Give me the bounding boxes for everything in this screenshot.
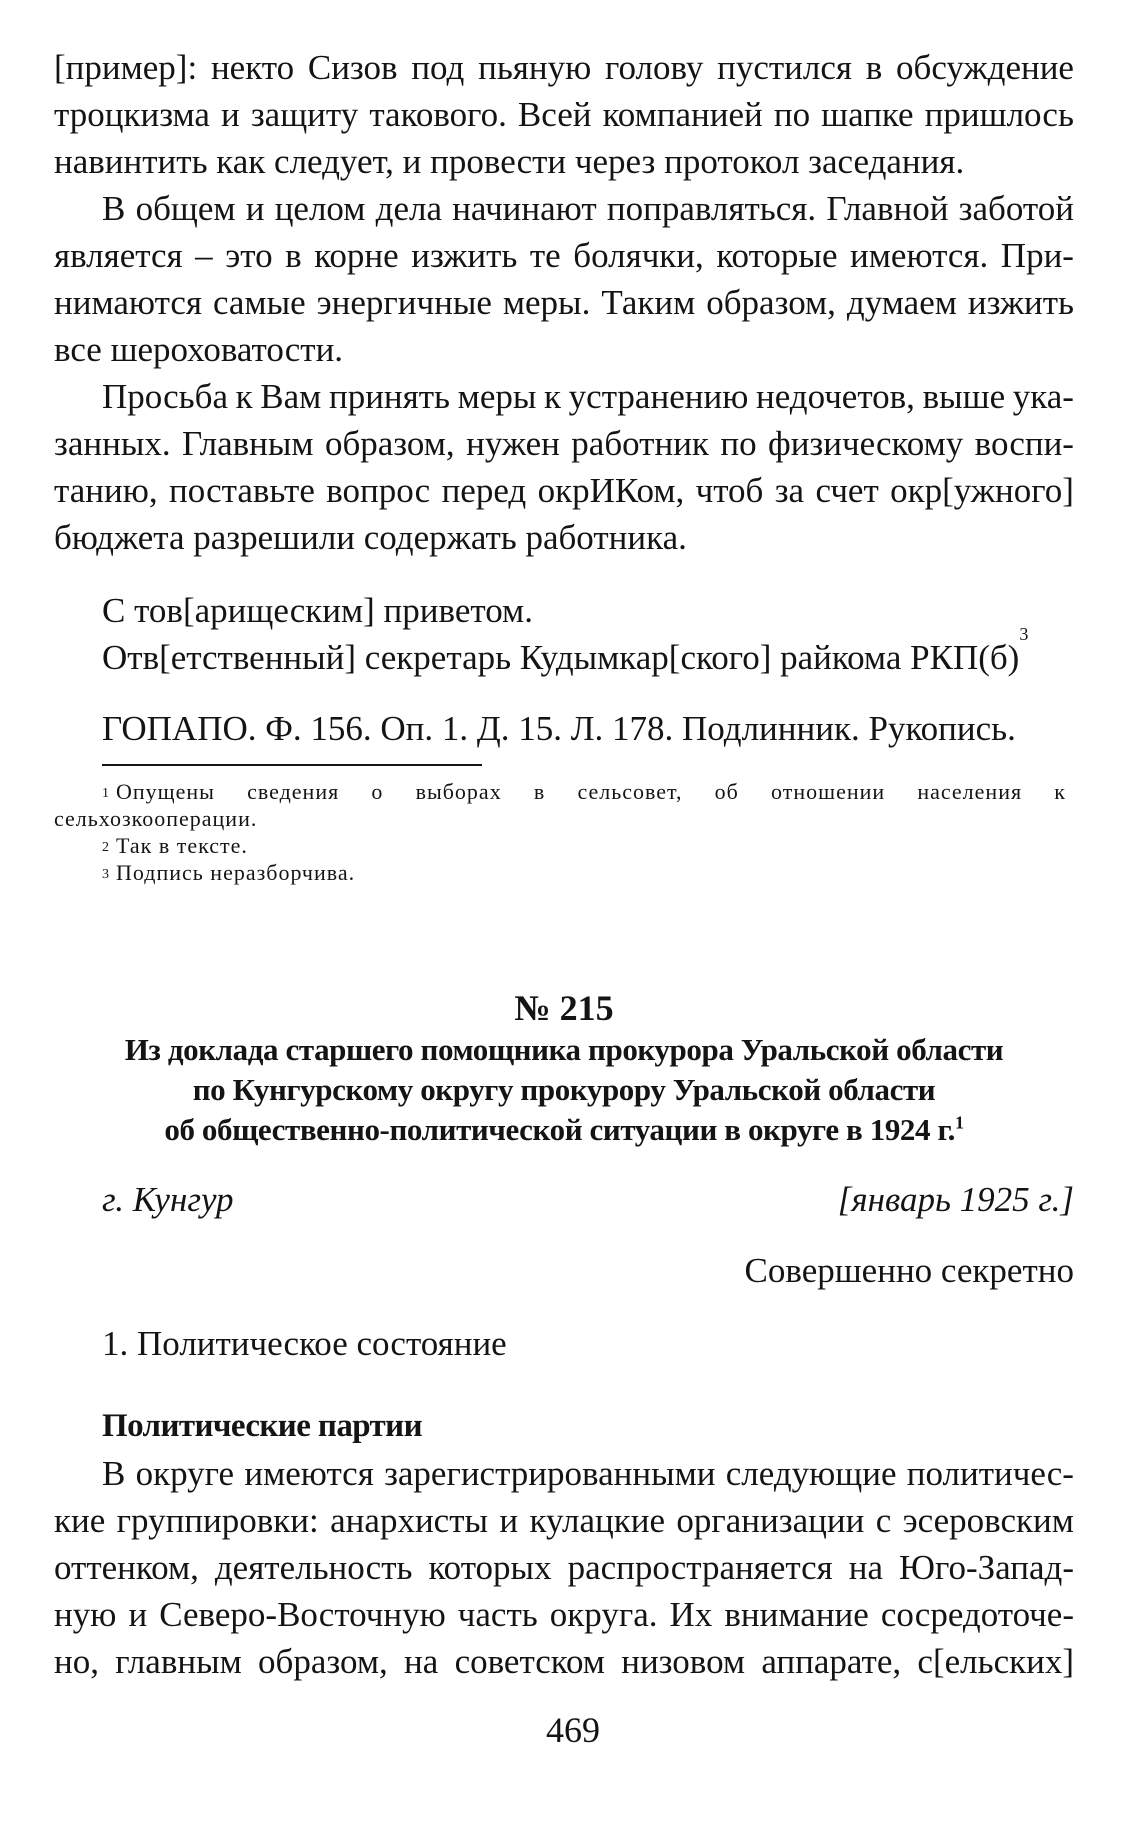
word: шапке [821,95,914,134]
word: сосредоточе- [880,1595,1074,1634]
word: устранению [568,377,749,416]
word: низовом [621,1642,746,1681]
paragraph-improvement [54,185,1074,373]
word: оттенком, [54,1548,199,1587]
word: в [533,779,546,804]
word: – [195,236,213,275]
word: недочетов, [755,377,915,416]
word: по [720,424,757,463]
word: Главным [182,424,314,463]
word: деятельность [214,1548,413,1587]
text-line [54,420,1074,467]
word: округа. [549,1595,658,1634]
word: нужен [466,424,560,463]
closing-greeting: С тов[арищеским] приветом. [102,591,533,630]
word: голову [605,48,704,87]
word: Сизов [307,48,398,87]
footnote-1 [54,778,1074,805]
word: образом, [706,283,836,322]
word: корне [314,236,399,275]
text-line [54,1591,1074,1638]
word: Главной [826,189,949,228]
word: по [773,95,811,134]
footnotes [54,778,1074,886]
word: общем [135,189,236,228]
word: пустился [717,48,852,87]
title-line [54,1110,1074,1150]
text-line [54,232,1074,279]
word: Всей [517,95,592,134]
footnote-1-text [102,778,1066,805]
text-line: бюджета разрешили содержать работника. [54,518,687,557]
word: с[ельских] [917,1642,1074,1681]
paragraph-parties [54,1450,1074,1685]
word: нимаются [54,283,202,322]
word: целом [274,189,366,228]
word: образом, [324,424,455,463]
footnote-mark: 2 [102,840,110,855]
word: троцкизма [54,95,210,134]
paragraph-continuation [54,44,1074,185]
word: изжить [411,236,518,275]
word: обсуждение [896,48,1074,87]
word: округе [135,1454,235,1493]
text-line [54,185,1074,232]
word: Просьба [102,377,228,416]
document-date: [январь 1925 г.] [837,1180,1074,1219]
text-line [54,44,1074,91]
word: поставьте [169,471,315,510]
word: анархисты [330,1501,489,1540]
word: и [221,95,240,134]
word: защиту [250,95,359,134]
word: и [128,1595,148,1634]
word: В [102,189,126,228]
word: является [54,236,183,275]
word: зарегистрированными [384,1454,716,1493]
word: Их [669,1595,713,1634]
word: физическому [768,424,964,463]
word: работник [571,424,709,463]
word: под [411,48,465,87]
word: аппарате, [761,1642,902,1681]
word: пришлось [924,95,1074,134]
word: образом, [258,1642,388,1681]
word: Вам [260,377,322,416]
word: следующие [725,1454,897,1493]
word: энергичные [316,283,492,322]
word: выше [922,377,1006,416]
signature-text: Отв[етственный] секретарь Кудымкар[ского] райкома РКП(б) [102,638,1020,677]
footnote-1-continuation: сельхозкооперации. [54,806,258,831]
footnote-mark: 3 [102,867,110,882]
word: часть [457,1595,538,1634]
word: воспи- [974,424,1074,463]
word: отношении [771,779,886,804]
document-title [54,1030,1074,1150]
word: к [544,377,562,416]
word: к [235,377,253,416]
word: политичес- [906,1454,1074,1493]
word: Юго-Запад- [899,1548,1074,1587]
word: в [865,48,883,87]
word: пьяную [478,48,592,87]
book-page [54,44,1074,1685]
word: вопрос [326,471,431,510]
footnote-1-line1 [116,778,1066,805]
word: принять [328,377,451,416]
title-line: по Кунгурскому округу прокурору Уральской области [192,1072,936,1107]
paragraph-request [54,373,1074,561]
word: Северо-Восточную [159,1595,446,1634]
word: внимание [724,1595,869,1634]
word: организации [676,1501,865,1540]
word: к [1054,779,1066,804]
place-date-row [54,1176,1074,1223]
text-line [54,279,1074,326]
word: сведения [247,779,340,804]
word: танию, [54,471,158,510]
footnote-divider [102,764,482,766]
word: чтоб [695,471,764,510]
footnote-ref: 3 [1019,624,1029,644]
document-place: г. Кунгур [102,1180,234,1219]
word: населения [917,779,1023,804]
word: меры. [502,283,591,322]
text-line [54,1497,1074,1544]
word: главным [115,1642,242,1681]
word: дела [375,189,442,228]
word: ука- [1012,377,1074,416]
word: заботой [958,189,1074,228]
word: поправляться. [606,189,817,228]
footnote-ref: 1 [955,1112,964,1133]
word: это [225,236,273,275]
word: с [875,1501,892,1540]
word: и [499,1501,519,1540]
footnote-3 [54,859,1074,886]
word: занных. [54,424,171,463]
text-line [54,373,1074,420]
word: болячки, [573,236,704,275]
text-line: навинтить как следует, и провести через протокол заседания. [54,142,965,181]
word: окрИКом, [537,471,685,510]
text-line [54,467,1074,514]
word: группировки: [116,1501,319,1540]
word: начинают [452,189,597,228]
page-number: 469 [546,1710,600,1750]
text-line [54,91,1074,138]
word: имеются [244,1454,374,1493]
document-number: № 215 [514,988,614,1028]
closing-signature [54,624,1074,681]
word: распространяется [567,1548,833,1587]
word: самые [212,283,306,322]
archival-source: ГОПАПО. Ф. 156. Оп. 1. Д. 15. Л. 178. Подлинник. Рукопись. [102,709,1016,748]
word: кие [54,1501,106,1540]
title-line: Из доклада старшего помощника прокурора Уральской области [124,1032,1004,1067]
section-heading: 1. Политическое состояние [102,1324,507,1363]
word: перед [441,471,527,510]
word: кулацкие [529,1501,666,1540]
word: ную [54,1595,117,1634]
word: имеются. [850,236,989,275]
word: за [774,471,805,510]
word: которые [716,236,838,275]
word: меры [457,377,537,416]
footnote-2-text: Так в тексте. [116,833,248,858]
word: которых [428,1548,552,1587]
text-line: все шероховатости. [54,330,344,369]
word: на [848,1548,884,1587]
word: выборах [415,779,502,804]
word: сельсовет, [577,779,683,804]
word: такового. [369,95,507,134]
word: и [245,189,265,228]
classification-mark: Совершенно секретно [744,1251,1074,1290]
text-line [54,1638,1074,1685]
word: эсеровским [902,1501,1074,1540]
word: те [529,236,561,275]
word: в [285,236,302,275]
word: В [102,1454,126,1493]
subheading: Политические партии [102,1408,422,1444]
word: Таким [601,283,696,322]
word: компанией [602,95,763,134]
footnote-3-text: Подпись неразборчива. [116,860,356,885]
word: некто [210,48,295,87]
word: Опущены [116,779,215,804]
word: [пример]: [54,48,198,87]
text-line [54,1450,1074,1497]
word: счет [815,471,879,510]
word: советском [454,1642,605,1681]
footnote-mark: 1 [102,786,110,801]
spacer [54,561,1074,587]
word: При- [1000,236,1074,275]
title-line-text: об общественно-политической ситуации в округе в 1924 г. [164,1112,956,1147]
word: на [404,1642,439,1681]
word: думаем [846,283,957,322]
footnote-2 [54,832,1074,859]
word: о [371,779,384,804]
text-line [54,1544,1074,1591]
word: об [714,779,739,804]
word: окр[ужного] [890,471,1074,510]
word: изжить [967,283,1074,322]
word: но, [54,1642,99,1681]
